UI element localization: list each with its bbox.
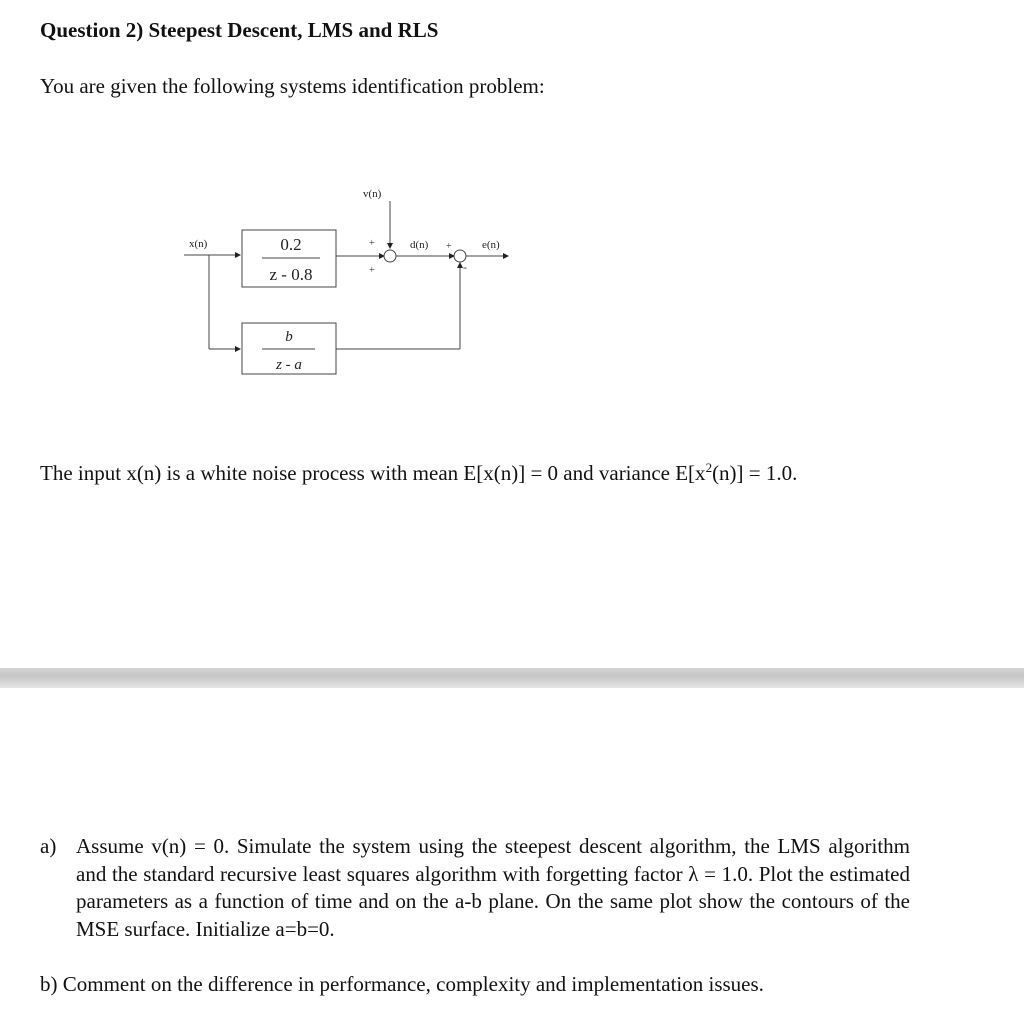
system-block-diagram (0, 0, 1024, 400)
part-a-text: Assume v(n) = 0. Simulate the system using the steepest descent algorithm, the LMS algorithm and the standard recursive least squares algorithm with forgetting factor λ = 1.0. Plot the estimated parameters as a function of time and on the a-b plane. On the same plot show the contours of the MSE surface. Initialize a=b=0. (76, 834, 910, 941)
part-a-label: a) (40, 834, 57, 858)
input-statement-superscript: 2 (705, 460, 713, 475)
sum2-plus-sign: + (446, 241, 452, 252)
noise-label: v(n) (363, 188, 382, 200)
plant-denominator: z - 0.8 (269, 265, 313, 284)
page-separator (0, 668, 1024, 688)
plant-numerator: 0.2 (280, 235, 302, 254)
sum1-bottom-sign: + (369, 265, 375, 276)
intro-text: You are given the following systems identification problem: (40, 74, 545, 98)
model-numerator: b (285, 329, 293, 345)
noise-summing-junction (384, 250, 396, 262)
input-label: x(n) (189, 238, 208, 250)
part-a (40, 833, 910, 943)
error-label: e(n) (482, 239, 500, 251)
desired-label: d(n) (410, 239, 429, 251)
input-statement-part2: (n)] = 1.0. (712, 461, 798, 485)
input-statement-part1: The input x(n) is a white noise process with mean E[x(n)] = 0 and variance E[x (40, 461, 706, 485)
question-title: Question 2) Steepest Descent, LMS and RLS (40, 18, 439, 42)
model-denominator: z - a (276, 357, 302, 373)
sum2-minus-sign: - (463, 260, 467, 274)
input-statement (40, 460, 797, 486)
sum1-top-sign: + (369, 238, 375, 249)
part-b-text: b) Comment on the difference in performance, complexity and implementation issues. (40, 972, 764, 996)
